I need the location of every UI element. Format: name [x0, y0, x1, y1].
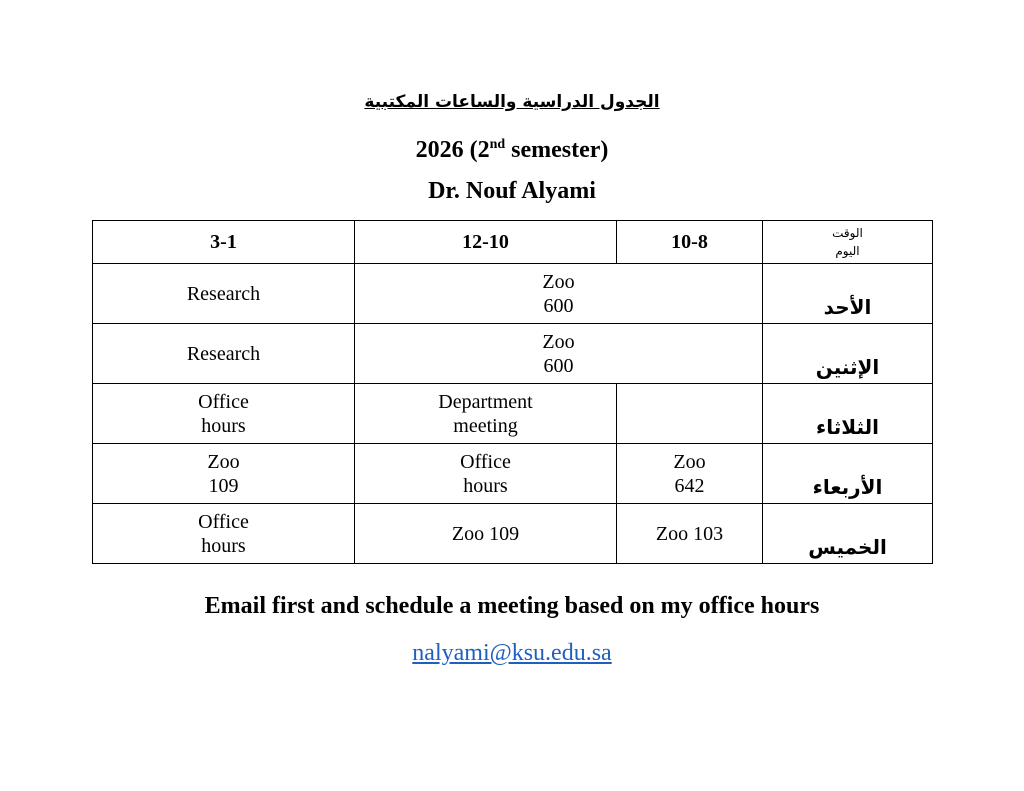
header-3-1: 3-1: [93, 221, 355, 264]
cell-thu-12-10: [355, 504, 617, 564]
cell-text: Office: [198, 510, 249, 533]
cell-sun-8-12: [355, 264, 763, 324]
day-sunday: [763, 264, 933, 324]
cell-text: Zoo: [542, 270, 575, 293]
cell-text: hours: [201, 534, 246, 557]
cell-text: 109: [208, 474, 239, 497]
cell-tue-10-8: [617, 384, 763, 444]
day-label: الثلاثاء: [816, 415, 879, 439]
corner-day-label: اليوم: [835, 244, 860, 258]
cell-mon-8-12: [355, 324, 763, 384]
cell-text: Zoo 103: [655, 522, 724, 545]
day-monday: [763, 324, 933, 384]
contact-instructions: Email first and schedule a meeting based on my office hours: [204, 593, 820, 619]
cell-text: hours: [201, 414, 246, 437]
cell-text: Zoo: [673, 450, 706, 473]
instructor-name: Dr. Nouf Alyami: [428, 178, 596, 204]
cell-tue-12-10: [355, 384, 617, 444]
cell-sun-3-1: [93, 264, 355, 324]
cell-mon-3-1: [93, 324, 355, 384]
cell-text: Research: [186, 342, 261, 365]
cell-text: Office: [198, 390, 249, 413]
cell-wed-12-10: [355, 444, 617, 504]
table-row-thursday: [93, 504, 933, 564]
cell-text: hours: [463, 474, 508, 497]
cell-text: meeting: [453, 414, 518, 437]
day-label: الخميس: [808, 535, 887, 559]
corner-time-label: الوقت: [832, 226, 863, 240]
header-10-8: 10-8: [617, 221, 763, 264]
cell-text: Department: [438, 390, 533, 413]
cell-tue-3-1: [93, 384, 355, 444]
semester-heading: [0, 137, 1024, 164]
ordinal-suffix: nd: [489, 137, 506, 152]
header-row: [93, 221, 933, 264]
semester-label: semester): [505, 137, 609, 163]
cell-text: Zoo: [542, 330, 575, 353]
cell-text: 600: [543, 294, 574, 317]
table-row-tuesday: [93, 384, 933, 444]
cell-text: 642: [674, 474, 705, 497]
email-container: [0, 640, 1024, 667]
cell-text: Zoo: [207, 450, 240, 473]
cell-text: Zoo 109: [451, 522, 520, 545]
cell-thu-3-1: [93, 504, 355, 564]
cell-wed-3-1: [93, 444, 355, 504]
table-row-sunday: [93, 264, 933, 324]
day-tuesday: [763, 384, 933, 444]
schedule-table: [92, 220, 933, 564]
table-row-wednesday: [93, 444, 933, 504]
cell-thu-10-8: [617, 504, 763, 564]
cell-wed-10-8: [617, 444, 763, 504]
table-row-monday: [93, 324, 933, 384]
semester-year: 2026 (2: [415, 137, 490, 163]
day-thursday: [763, 504, 933, 564]
page-title: الجدول الدراسية والساعات المكتبية: [364, 92, 660, 112]
cell-text: Office: [460, 450, 511, 473]
day-label: الأربعاء: [812, 475, 883, 499]
header-corner: [763, 221, 933, 264]
day-label: الإثنين: [815, 355, 880, 379]
header-12-10: 12-10: [355, 221, 617, 264]
email-link[interactable]: nalyami@ksu.edu.sa: [412, 640, 612, 666]
cell-text: Research: [186, 282, 261, 305]
cell-text: 600: [543, 354, 574, 377]
day-label: الأحد: [823, 295, 872, 319]
day-wednesday: [763, 444, 933, 504]
